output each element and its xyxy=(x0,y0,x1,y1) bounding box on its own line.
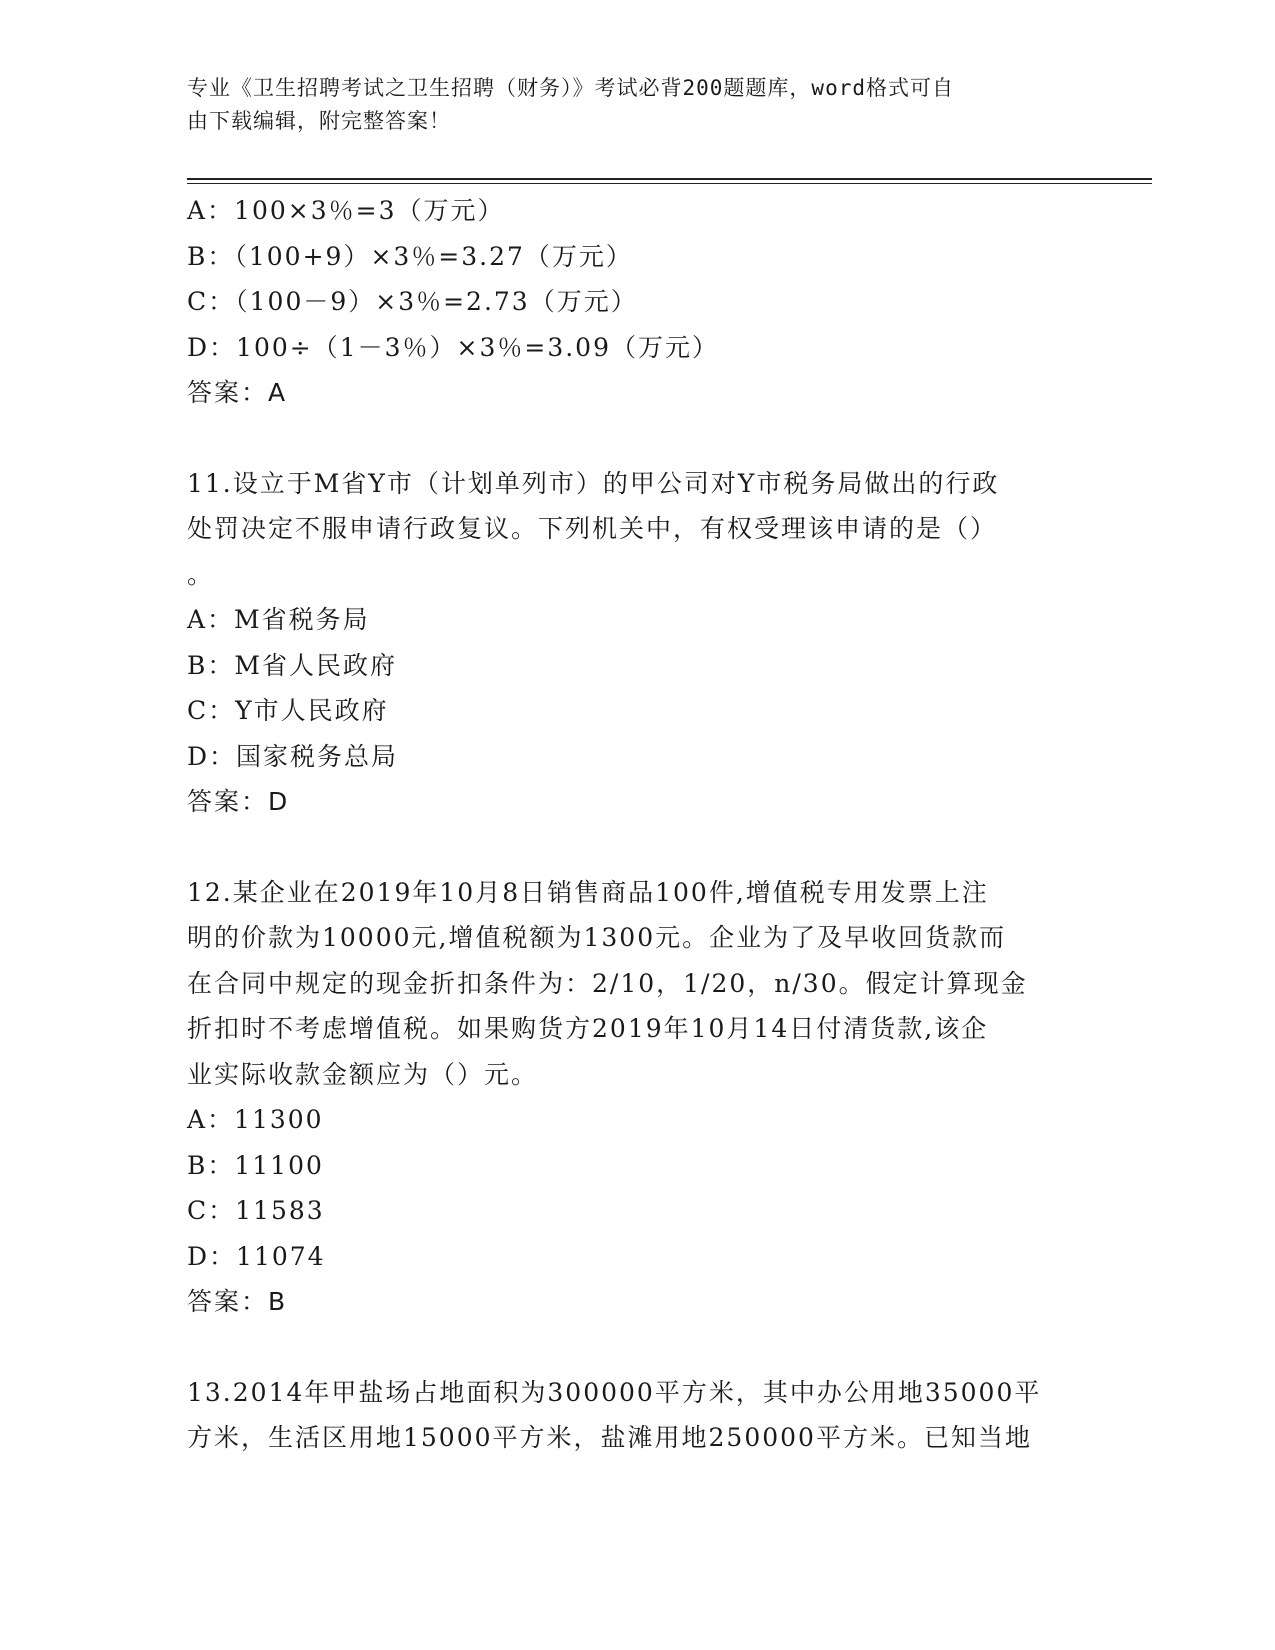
question-12 xyxy=(187,870,1087,1325)
option-b: B：11100 xyxy=(187,1150,324,1180)
option-a: A：11300 xyxy=(187,1105,324,1134)
option-c: C：（100－9）×3％=2.73（万元） xyxy=(187,287,638,316)
question-text-line: 11.设立于M省Y市（计划单列市）的甲公司对Y市税务局做出的行政 xyxy=(187,468,1000,498)
spacer xyxy=(187,825,1087,870)
document-header xyxy=(187,72,1067,138)
question-text-line: 13.2014年甲盐场占地面积为300000平方米，其中办公用地35000平 xyxy=(187,1377,1042,1407)
spacer xyxy=(187,416,1087,461)
question-text-line: 12.某企业在2019年10月8日销售商品100件,增值税专用发票上注 xyxy=(187,877,989,907)
option-c: C：11583 xyxy=(187,1196,325,1225)
question-text-line: 处罚决定不服申请行政复议。下列机关中，有权受理该申请的是（） xyxy=(187,514,998,543)
option-d: D：100÷（1－3％）×3％=3.09（万元） xyxy=(187,332,719,362)
option-d: D：11074 xyxy=(187,1241,326,1271)
answer: 答案：B xyxy=(187,1287,288,1316)
question-text-line: 折扣时不考虑增值税。如果购货方2019年10月14日付清货款,该企 xyxy=(187,1014,989,1043)
question-text-line: 在合同中规定的现金折扣条件为：2/10，1/20，n/30。假定计算现金 xyxy=(187,968,1028,998)
question-text-line: 业实际收款金额应为（）元。 xyxy=(187,1059,539,1089)
header-divider-thick xyxy=(187,178,1152,180)
question-10 xyxy=(187,188,1087,416)
option-b: B：M省人民政府 xyxy=(187,650,397,680)
header-line-2: 由下载编辑，附完整答案！ xyxy=(187,109,451,133)
question-text-line: 方米，生活区用地15000平方米，盐滩用地250000平方米。已知当地 xyxy=(187,1423,1032,1452)
option-a: A：100×3％=3（万元） xyxy=(187,196,505,225)
option-a: A：M省税务局 xyxy=(187,605,370,634)
header-line-1: 专业《卫生招聘考试之卫生招聘（财务）》考试必背200题题库，word格式可自 xyxy=(187,76,954,100)
question-text-line: 。 xyxy=(187,559,215,589)
header-divider-thin xyxy=(187,183,1152,184)
document-body xyxy=(187,188,1087,1461)
spacer xyxy=(187,1325,1087,1370)
answer: 答案：A xyxy=(187,378,288,407)
question-11 xyxy=(187,461,1087,825)
question-13 xyxy=(187,1370,1087,1461)
answer: 答案：D xyxy=(187,787,290,816)
option-c: C：Y市人民政府 xyxy=(187,696,389,725)
option-b: B：（100+9）×3％=3.27（万元） xyxy=(187,241,633,271)
question-text-line: 明的价款为10000元,增值税额为1300元。企业为了及早收回货款而 xyxy=(187,923,1007,952)
option-d: D：国家税务总局 xyxy=(187,741,399,771)
